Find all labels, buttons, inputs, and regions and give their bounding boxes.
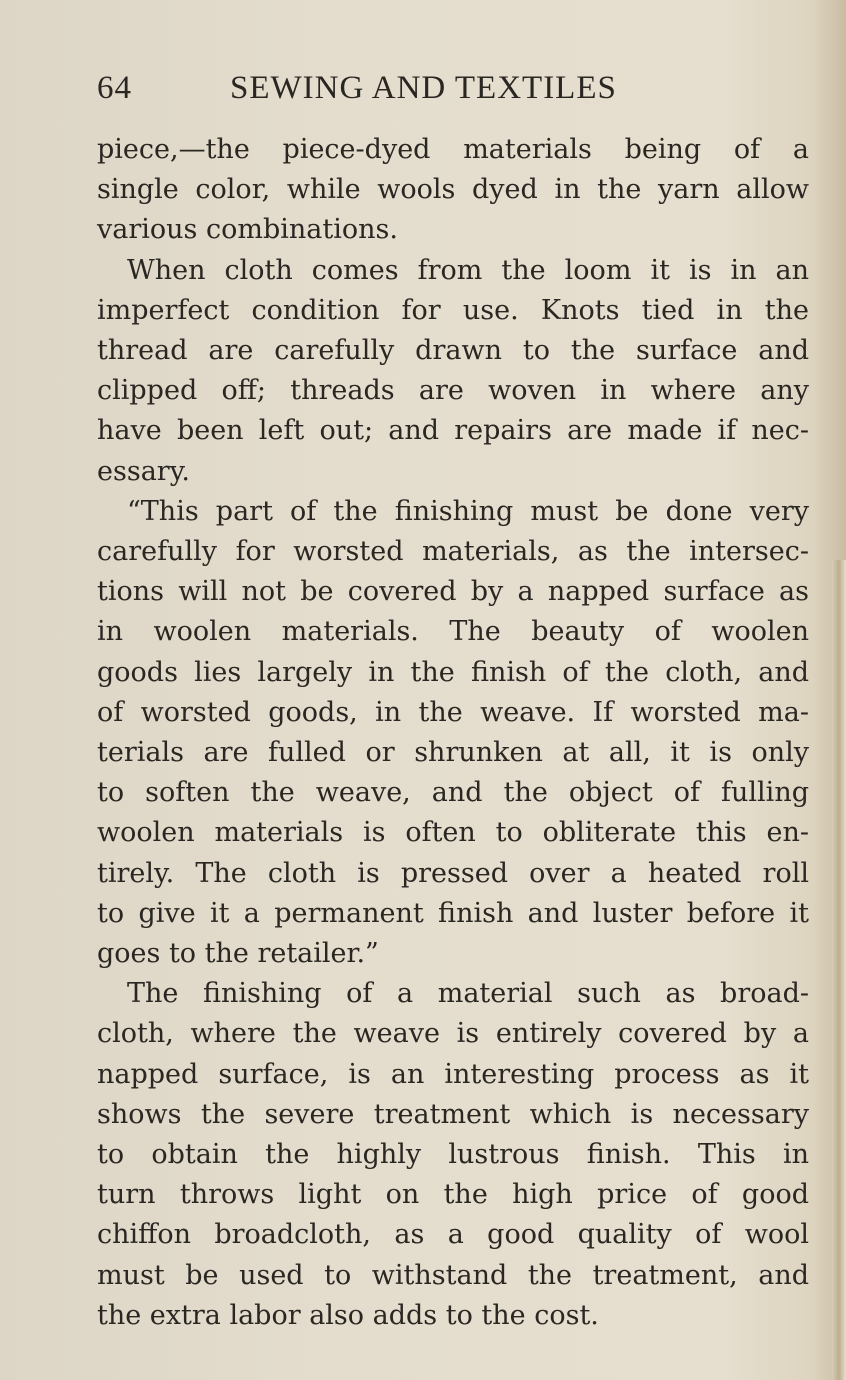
text-line: imperfect condition for use. Knots tied in the — [97, 294, 809, 326]
text-line: woolen materials is often to obliterate this en- — [97, 817, 809, 849]
running-head-title: SEWING AND TEXTILES — [230, 70, 617, 106]
text-line: various combinations. — [97, 214, 398, 246]
text-line: terials are fulled or shrunken at all, it is only — [97, 737, 809, 769]
text-line: to give it a permanent finish and luster before it — [97, 897, 809, 929]
text-line: to obtain the highly lustrous finish. This in — [97, 1139, 809, 1171]
text-line: essary. — [97, 455, 190, 487]
text-line: When cloth comes from the loom it is in an — [127, 254, 809, 286]
text-line: in woolen materials. The beauty of woolen — [97, 616, 809, 648]
text-line: of worsted goods, in the weave. If worsted ma- — [97, 696, 809, 728]
text-line: single color, while wools dyed in the yarn allow — [97, 174, 809, 206]
text-line: clipped off; threads are woven in where any — [97, 375, 809, 407]
text-line: the extra labor also adds to the cost. — [97, 1299, 599, 1331]
text-line: tions will not be covered by a napped surface as — [97, 576, 809, 608]
text-line: goes to the retailer.” — [97, 938, 379, 970]
text-line: “This part of the finishing must be done very — [127, 495, 809, 527]
text-line: thread are carefully drawn to the surface and — [97, 335, 809, 367]
text-line: tirely. The cloth is pressed over a heated roll — [97, 857, 809, 889]
text-line: cloth, where the weave is entirely covered by a — [97, 1018, 809, 1050]
text-line: napped surface, is an interesting process as it — [97, 1058, 809, 1090]
text-line: must be used to withstand the treatment, and — [97, 1259, 809, 1291]
text-line: goods lies largely in the finish of the cloth, and — [97, 656, 809, 688]
text-line: chiffon broadcloth, as a good quality of wool — [97, 1219, 809, 1251]
text-line: turn throws light on the high price of good — [97, 1179, 809, 1211]
text-line: piece,—the piece-dyed materials being of a — [97, 134, 809, 165]
page-number: 64 — [97, 70, 132, 106]
page-edge — [832, 560, 846, 1380]
text-line: to soften the weave, and the object of fulling — [97, 777, 809, 809]
text-line: The finishing of a material such as broad- — [127, 978, 809, 1010]
text-line: have been left out; and repairs are made if nec- — [97, 415, 809, 447]
body-text — [97, 130, 809, 1336]
text-line: shows the severe treatment which is necessary — [97, 1098, 809, 1130]
text-line: carefully for worsted materials, as the intersec- — [97, 536, 809, 568]
